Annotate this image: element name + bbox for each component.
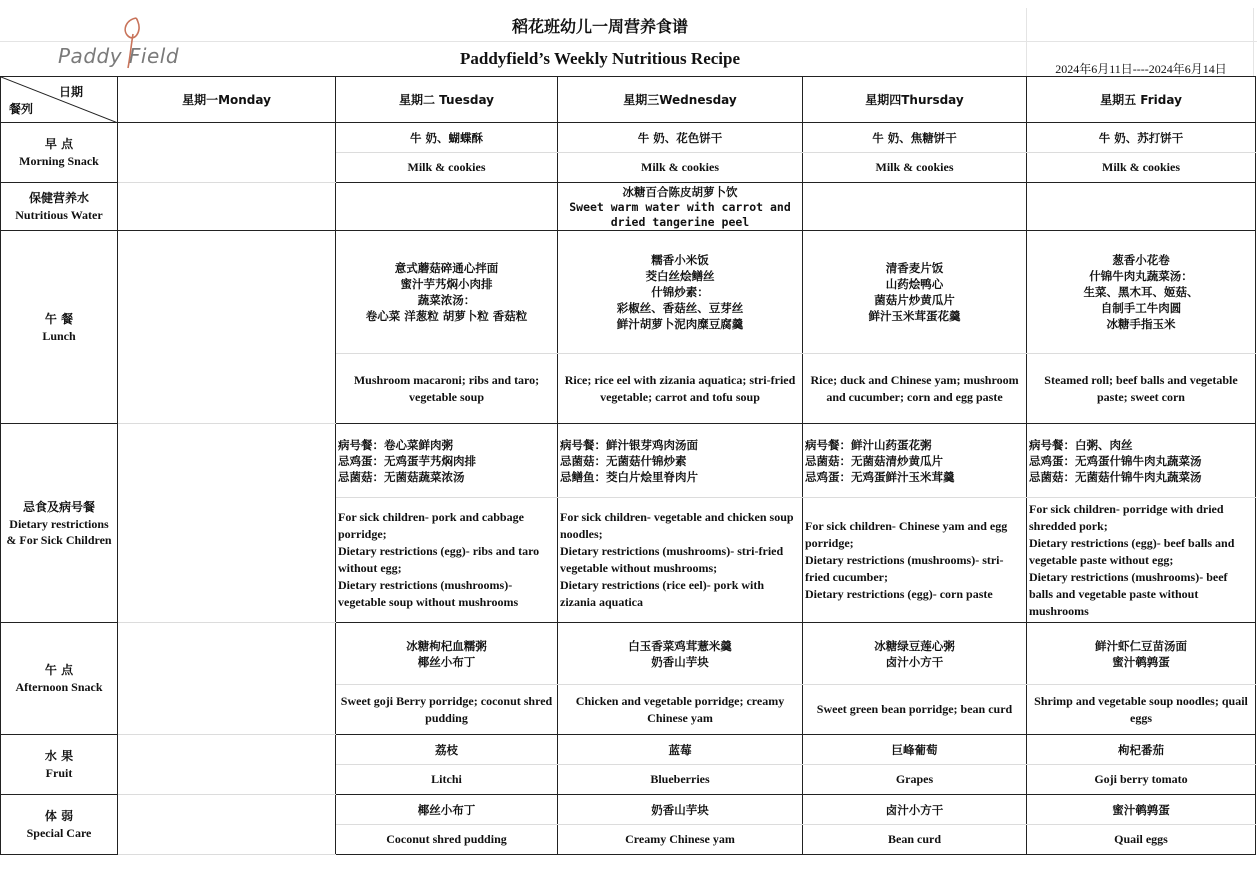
row-label-special-care (1, 795, 118, 855)
menu-cell-en: Steamed roll; beef balls and vegetable paste; sweet corn (1027, 354, 1256, 424)
row-label-cn: 午 餐 (44, 311, 74, 326)
row-label-en: Nutritious Water (15, 208, 103, 222)
day-header-tuesday: 星期二 Tuesday (336, 77, 558, 123)
menu-cell-monday (118, 623, 336, 735)
row-label-en: Morning Snack (19, 154, 99, 168)
row-label-en: Afternoon Snack (15, 680, 103, 694)
menu-cell-cn: 牛 奶、花色饼干 (558, 123, 803, 153)
special-care-row (1, 795, 1256, 825)
menu-cell-en: Creamy Chinese yam (558, 825, 803, 855)
paddyfield-logo (48, 14, 188, 70)
page-header (0, 0, 1257, 76)
menu-cell-cn: 枸杞番茄 (1027, 735, 1256, 765)
menu-cell-cn: 椰丝小布丁 (336, 795, 558, 825)
menu-cell-monday (118, 231, 336, 424)
menu-cell-en: Shrimp and vegetable soup noodles; quail eggs (1027, 685, 1256, 735)
menu-cell-cn: 意式蘑菇碎通心拌面 蜜汁芋艿焖小肉排 蔬菜浓汤： 卷心菜 洋葱粒 胡萝卜粒 香菇粒 (336, 231, 558, 354)
menu-cell-monday (118, 183, 336, 231)
menu-cell-cn: 蜜汁鹌鹑蛋 (1027, 795, 1256, 825)
menu-cell-cn: 荔枝 (336, 735, 558, 765)
row-label-en: Dietary restrictions & For Sick Children (6, 516, 112, 547)
menu-cell-en: Chicken and vegetable porridge; creamy Chinese yam (558, 685, 803, 735)
page-title-english: Paddyfield’s Weekly Nutritious Recipe (459, 49, 741, 68)
menu-cell-cn: 清香麦片饭 山药烩鸭心 菌菇片炒黄瓜片 鲜汁玉米茸蛋花羹 (803, 231, 1027, 354)
menu-cell-en: For sick children- pork and cabbage porridge; Dietary restrictions (egg)- ribs and taro without egg; Dietary restrictions (mushrooms)- vegetable soup without mushrooms (336, 498, 558, 623)
menu-cell-cn: 牛 奶、苏打饼干 (1027, 123, 1256, 153)
row-label-cn: 水 果 (44, 749, 74, 763)
row-label-en: Special Care (26, 826, 92, 840)
menu-cell-cn: 葱香小花卷 什锦牛肉丸蔬菜汤： 生菜、黑木耳、姬菇、 自制手工牛肉圆 冰糖手指玉米 (1027, 231, 1256, 354)
date-range: 2024年6月11日----2024年6月14日 (1055, 62, 1227, 76)
water-cn: 冰糖百合陈皮胡萝卜饮 (622, 184, 738, 199)
row-label-afternoon-snack (1, 623, 118, 735)
menu-cell-cn: 病号餐：卷心菜鲜肉粥 忌鸡蛋：无鸡蛋芋艿焖肉排 忌菌菇：无菌菇蔬菜浓汤 (336, 424, 558, 498)
row-label-cn: 忌食及病号餐 (22, 499, 95, 514)
morning-snack-row (1, 123, 1256, 153)
menu-cell-en: Goji berry tomato (1027, 765, 1256, 795)
menu-cell-wednesday (558, 183, 803, 231)
fruit-row (1, 735, 1256, 765)
menu-cell-en: Coconut shred pudding (336, 825, 558, 855)
menu-cell-cn: 蓝莓 (558, 735, 803, 765)
menu-cell-cn: 奶香山芋块 (558, 795, 803, 825)
menu-cell-en: Grapes (803, 765, 1027, 795)
menu-cell-en: For sick children- Chinese yam and egg porridge; Dietary restrictions (mushrooms)- stri-fried cucumber; Dietary restrictions (egg)- corn paste (803, 498, 1027, 623)
menu-cell-cn: 冰糖绿豆莲心粥 卤汁小方干 (803, 623, 1027, 685)
menu-cell-en: Sweet green bean porridge; bean curd (803, 685, 1027, 735)
row-label-lunch (1, 231, 118, 424)
day-header-row (1, 77, 1256, 123)
row-label-cn: 体 弱 (44, 809, 74, 823)
menu-cell-cn: 巨峰葡萄 (803, 735, 1027, 765)
logo-text: Paddy Field (58, 44, 180, 68)
menu-cell-en: Sweet goji Berry porridge; coconut shred pudding (336, 685, 558, 735)
menu-cell-cn: 牛 奶、焦糖饼干 (803, 123, 1027, 153)
page-title-chinese: 稻花班幼儿一周营养食谱 (511, 17, 688, 36)
menu-cell-monday (118, 795, 336, 855)
menu-cell-en: Milk & cookies (803, 153, 1027, 183)
row-label-cn: 午 点 (44, 663, 74, 677)
water-en: Sweet warm water with carrot and dried tangerine peel (569, 199, 791, 229)
menu-cell-cn: 牛 奶、蝴蝶酥 (336, 123, 558, 153)
menu-cell-cn: 病号餐：白粥、肉丝 忌鸡蛋：无鸡蛋什锦牛肉丸蔬菜汤 忌菌菇：无菌菇什锦牛肉丸蔬菜汤 (1027, 424, 1256, 498)
weekly-menu-table (0, 76, 1256, 855)
menu-cell-en: For sick children- porridge with dried shredded pork; Dietary restrictions (egg)- beef balls and vegetable paste without egg; Dietary restrictions (mushrooms)- beef balls and vegetable paste without mushrooms (1027, 498, 1256, 623)
menu-cell-cn: 鲜汁虾仁豆苗汤面 蜜汁鹌鹑蛋 (1027, 623, 1256, 685)
menu-cell-monday (118, 735, 336, 795)
day-header-thursday: 星期四Thursday (803, 77, 1027, 123)
nutritious-water-row (1, 183, 1256, 231)
corner-meal-label: 餐列 (9, 102, 34, 116)
menu-cell-en: Mushroom macaroni; ribs and taro; vegetable soup (336, 354, 558, 424)
menu-cell-cn: 卤汁小方干 (803, 795, 1027, 825)
day-header-wednesday: 星期三Wednesday (558, 77, 803, 123)
dietary-row (1, 424, 1256, 498)
menu-cell-cn: 白玉香菜鸡茸薏米羹 奶香山芋块 (558, 623, 803, 685)
row-label-en: Lunch (42, 328, 76, 343)
row-label-en: Fruit (45, 766, 73, 780)
row-label-dietary (1, 424, 118, 623)
menu-cell-monday (118, 123, 336, 183)
menu-cell-en: Litchi (336, 765, 558, 795)
row-label-fruit (1, 735, 118, 795)
menu-cell-en: Quail eggs (1027, 825, 1256, 855)
row-label-nutritious-water (1, 183, 118, 231)
menu-cell-en: Milk & cookies (1027, 153, 1256, 183)
lunch-row (1, 231, 1256, 354)
menu-cell-tuesday (336, 183, 558, 231)
menu-cell-en: Milk & cookies (558, 153, 803, 183)
row-label-morning-snack (1, 123, 118, 183)
menu-cell-en: Milk & cookies (336, 153, 558, 183)
day-header-monday: 星期一Monday (118, 77, 336, 123)
menu-cell-cn: 病号餐：鲜汁山药蛋花粥 忌菌菇：无菌菇清炒黄瓜片 忌鸡蛋：无鸡蛋鲜汁玉米茸羹 (803, 424, 1027, 498)
menu-cell-cn: 病号餐：鲜汁银芽鸡肉汤面 忌菌菇：无菌菇什锦炒素 忌鳝鱼：茭白片烩里脊肉片 (558, 424, 803, 498)
menu-cell-thursday (803, 183, 1027, 231)
afternoon-snack-row (1, 623, 1256, 685)
corner-date-label: 日期 (58, 85, 83, 99)
menu-cell-en: Rice; duck and Chinese yam; mushroom and cucumber; corn and egg paste (803, 354, 1027, 424)
menu-cell-en: Rice; rice eel with zizania aquatica; stri-fried vegetable; carrot and tofu soup (558, 354, 803, 424)
menu-cell-friday (1027, 183, 1256, 231)
corner-header (1, 77, 118, 123)
header-divider (0, 41, 1257, 42)
day-header-friday: 星期五 Friday (1027, 77, 1256, 123)
menu-cell-cn: 冰糖枸杞血糯粥 椰丝小布丁 (336, 623, 558, 685)
row-label-cn: 早 点 (44, 137, 74, 151)
row-label-cn: 保健营养水 (28, 191, 89, 205)
menu-cell-en: Bean curd (803, 825, 1027, 855)
menu-cell-en: Blueberries (558, 765, 803, 795)
menu-cell-cn: 糯香小米饭 茭白丝烩鳝丝 什锦炒素： 彩椒丝、香菇丝、豆芽丝 鲜汁胡萝卜泥肉糜豆腐羹 (558, 231, 803, 354)
menu-cell-monday (118, 424, 336, 623)
menu-cell-en: For sick children- vegetable and chicken soup noodles; Dietary restrictions (mushrooms)- stri-fried vegetable without mushrooms; Dietary restrictions (rice eel)- pork with zizania aquatica (558, 498, 803, 623)
header-divider-vertical (1026, 8, 1027, 76)
